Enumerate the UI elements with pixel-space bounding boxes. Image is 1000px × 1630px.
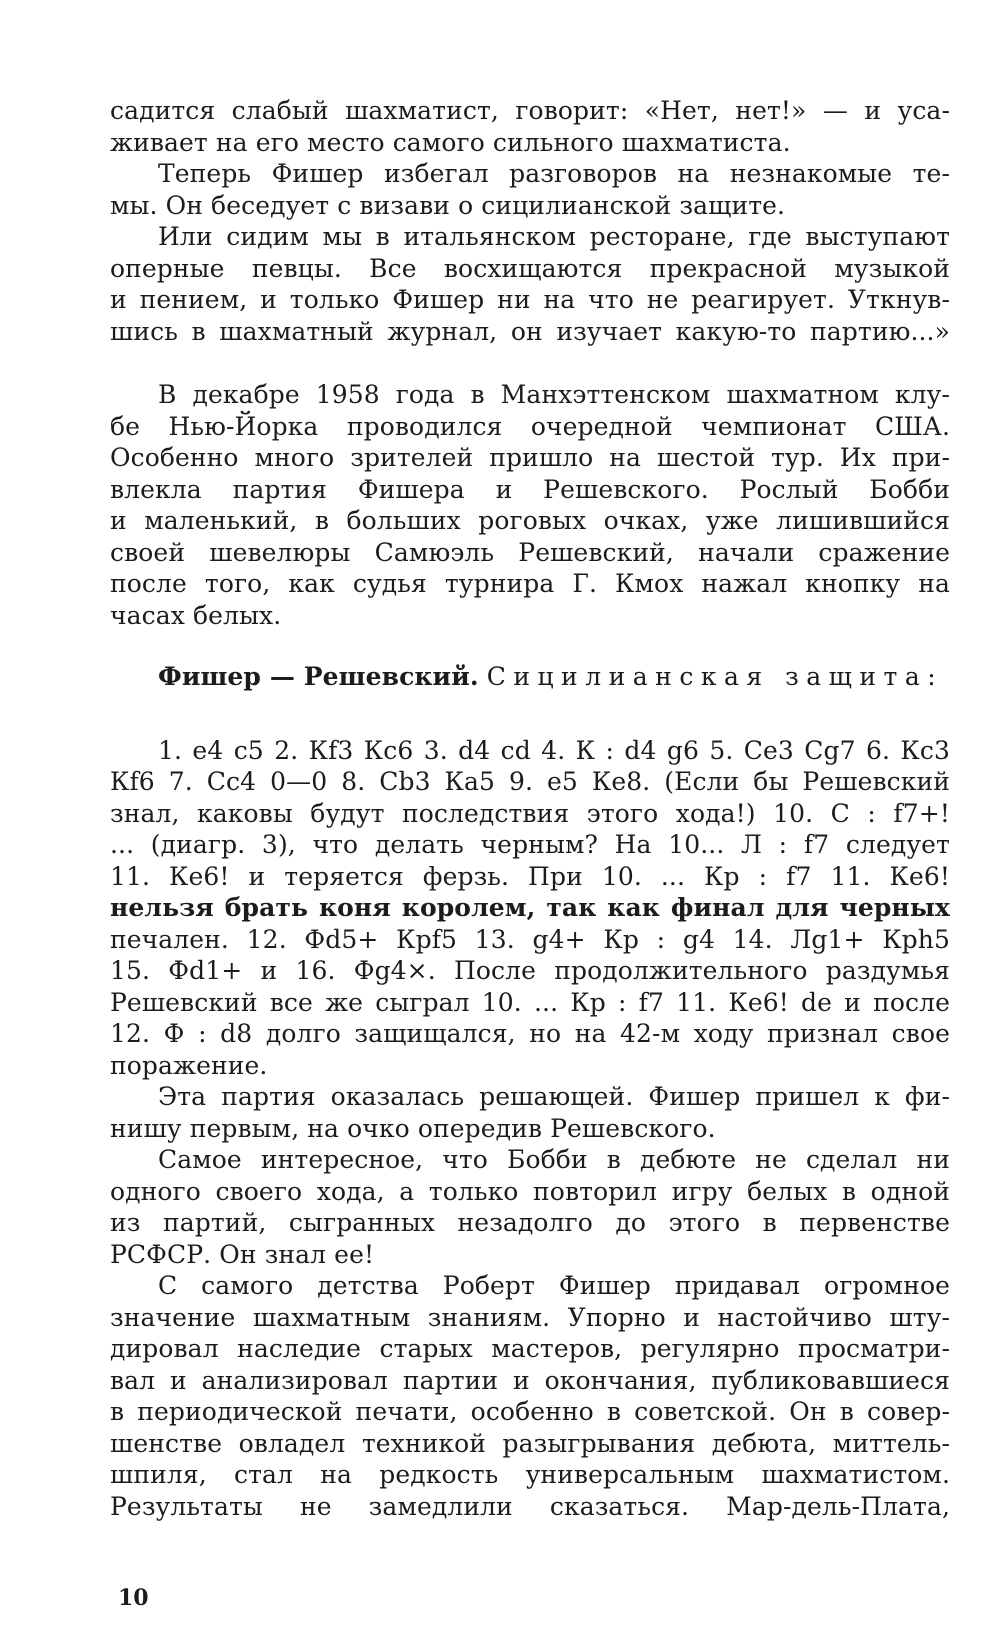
notation-line: Решевский все же сыграл 10. ... Кр : f7 11. Кe6! de и после — [110, 987, 950, 1017]
text-line: после того, как судья турнира Г. Кмох нажал кнопку на — [110, 569, 950, 598]
text-line: мы. Он беседует с визави о сицилианской защите. — [110, 190, 786, 220]
text-line: влекла партия Фишера и Решевского. Рослый Бобби — [110, 474, 950, 504]
notation-line: Кf6 7. Сc4 0—0 8. Сb3 Кa5 9. e5 Кe8. (Если бы Решевский — [110, 767, 950, 796]
text-line: нишу первым, на очко опередив Решевского. — [110, 1113, 716, 1143]
text-line: Результаты не замедлили сказаться. Мар-дель-Плата, — [110, 1491, 950, 1521]
text-line: дировал наследие старых мастеров, регулярно просматри- — [110, 1334, 950, 1363]
game-players: Фишер — Решевский. — [158, 662, 479, 691]
book-page — [110, 95, 950, 1522]
text-line: живает на его место самого сильного шахматиста. — [110, 127, 791, 157]
notation-line: 11. Кe6! и теряется ферзь. При 10. ... Кр : f7 11. Кe6! — [110, 861, 950, 891]
notation-line: поражение. — [110, 1050, 268, 1080]
text-line: из партий, сыгранных незадолго до этого в первенстве — [110, 1208, 950, 1237]
text-line: Особенно много зрителей пришло на шестой тур. Их при- — [110, 443, 950, 472]
text-line: и пением, и только Фишер ни на что не реагирует. Уткнув- — [110, 285, 950, 314]
notation-line: печален. 12. Фd5+ Кpf5 13. g4+ Кр : g4 14. Лg1+ Кph5 — [110, 924, 950, 954]
text-line: и маленький, в больших роговых очках, уже лишившийся — [110, 506, 950, 535]
text-line: бе Нью-Йорка проводился очередной чемпионат США. — [110, 411, 950, 441]
text-line: одного своего хода, а только повторил игру белых в одной — [110, 1176, 950, 1206]
notation-line: 12. Ф : d8 долго защищался, но на 42-м ходу признал свое — [110, 1019, 950, 1048]
quote-paragraphs — [110, 95, 950, 347]
text-line: шпиля, стал на редкость универсальным шахматистом. — [110, 1460, 950, 1489]
notation-line: нельзя брать коня королем, так как финал для черных — [110, 893, 950, 922]
game-heading — [110, 661, 950, 693]
text-line: своей шевелюры Самюэль Решевский, начали сражение — [110, 537, 950, 567]
text-line: Теперь Фишер избегал разговоров на незнакомые те- — [158, 159, 950, 188]
text-line: Самое интересное, что Бобби в дебюте не сделал ни — [158, 1145, 950, 1174]
text-line: оперные певцы. Все восхищаются прекрасной музыкой — [110, 253, 950, 283]
notation-line: 1. e4 c5 2. Кf3 Кc6 3. d4 cd 4. К : d4 g6 5. Сe3 Сg7 6. Кc3 — [158, 735, 950, 765]
page-number: 10 — [118, 1585, 149, 1611]
game-notation — [110, 735, 950, 1082]
text-line: Эта партия оказалась решающей. Фишер пришел к фи- — [158, 1082, 950, 1111]
text-line: шись в шахматный журнал, он изучает какую-то партию...» — [110, 316, 950, 346]
text-line: в периодической печати, особенно в советской. Он в совер- — [110, 1397, 950, 1426]
notation-line: ... (диагр. 3), что делать черным? На 10... Л : f7 следует — [110, 830, 950, 859]
text-line: Или сидим мы в итальянском ресторане, где выступают — [158, 222, 950, 251]
text-line: В декабре 1958 года в Манхэттенском шахматном клу- — [158, 380, 950, 409]
text-line: вал и анализировал партии и окончания, публиковавшиеся — [110, 1365, 950, 1395]
text-line: С самого детства Роберт Фишер придавал огромное — [158, 1271, 950, 1300]
notation-line: знал, каковы будут последствия этого хода!) 10. С : f7+! — [110, 798, 950, 828]
notation-line: 15. Фd1+ и 16. Фg4×. После продолжительного раздумья — [110, 956, 950, 985]
championship-paragraph — [110, 379, 950, 631]
closing-paragraphs — [110, 1081, 950, 1522]
game-opening: Сицилианская защита: — [486, 662, 944, 691]
text-line: шенстве овладел техникой разыгрывания дебюта, миттель- — [110, 1428, 950, 1458]
text-line: РСФСР. Он знал ее! — [110, 1239, 375, 1269]
text-line: садится слабый шахматист, говорит: «Нет, нет!» — и уса- — [110, 96, 950, 125]
text-line: значение шахматным знаниям. Упорно и настойчиво шту- — [110, 1302, 950, 1332]
text-line: часах белых. — [110, 600, 282, 630]
